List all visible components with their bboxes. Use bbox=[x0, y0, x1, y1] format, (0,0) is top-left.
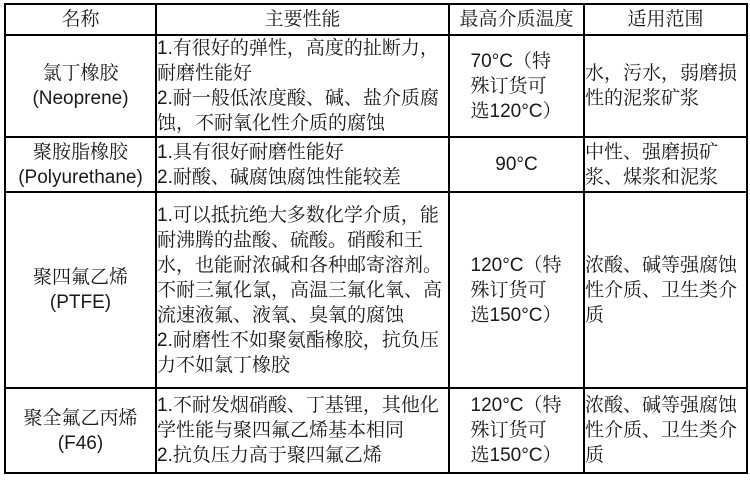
performance-item: 1.有很好的弹性，高度的扯断力，耐磨性能好 bbox=[157, 38, 439, 84]
header-applicable-range: 适用范围 bbox=[584, 4, 747, 35]
application-cell bbox=[584, 388, 747, 473]
material-name-cell bbox=[5, 192, 156, 388]
performance-item: 2.耐一般低浓度酸、碱、盐介质腐蚀，不耐氧化性介质的腐蚀 bbox=[157, 88, 439, 134]
application-cell bbox=[584, 137, 747, 192]
material-name-en: (F46) bbox=[57, 432, 104, 454]
performance-cell bbox=[156, 388, 449, 473]
material-name-cell bbox=[5, 35, 156, 137]
material-name-cn: 氯丁橡胶 bbox=[42, 63, 119, 84]
material-name-cn: 聚四氟乙烯 bbox=[32, 267, 128, 288]
application-cell bbox=[584, 192, 747, 388]
table-row bbox=[5, 388, 747, 473]
application-cell bbox=[584, 35, 747, 137]
material-name-en: (PTFE) bbox=[49, 292, 112, 313]
material-name-en: (Neoprene) bbox=[32, 88, 129, 109]
material-name-cell bbox=[5, 388, 156, 473]
performance-item: 1.不耐发烟硝酸、丁基锂，其他化学性能与聚四氟乙烯基本相同 bbox=[157, 395, 439, 441]
performance-item: 2.耐磨性不如聚氨酯橡胶，抗负压力不如氯丁橡胶 bbox=[157, 329, 439, 376]
material-name-cn: 聚胺脂橡胶 bbox=[32, 141, 128, 163]
application-value: 水，污水，弱磨损性的泥浆矿浆 bbox=[585, 63, 738, 109]
max-temperature-cell bbox=[449, 388, 584, 473]
max-temperature-cell bbox=[449, 192, 584, 388]
max-temperature-cell bbox=[449, 35, 584, 137]
performance-item: 1.具有很好耐磨性能好 bbox=[157, 141, 344, 163]
performance-item: 2.耐酸、碱腐蚀腐蚀性能较差 bbox=[157, 166, 401, 188]
material-name-en: (Polyurethane) bbox=[18, 166, 143, 188]
material-name-cell bbox=[5, 137, 156, 192]
performance-cell bbox=[156, 137, 449, 192]
performance-item: 1.可以抵抗绝大多数化学介质，能耐沸腾的盐酸、硫酸。硝酸和王水，也能耐浓碱和各种邮寄溶剂。不耐三氟化氯，高温三氟化氧、高流速液氟、液氧、臭氧的腐蚀 bbox=[157, 204, 443, 326]
application-value: 浓酸、碱等强腐蚀性介质、卫生类介质 bbox=[585, 254, 738, 326]
header-main-performance: 主要性能 bbox=[156, 4, 449, 35]
material-name-cn: 聚全氟乙丙烯 bbox=[23, 407, 138, 429]
application-value: 中性、强磨损矿浆、煤浆和泥浆 bbox=[585, 141, 719, 188]
performance-cell bbox=[156, 192, 449, 388]
max-temperature-cell bbox=[449, 137, 584, 192]
table-header-row bbox=[5, 4, 747, 35]
performance-cell bbox=[156, 35, 449, 137]
max-temperature-value: 70°C（特殊订货可选120°C） bbox=[470, 50, 562, 122]
header-material-name: 名称 bbox=[5, 4, 156, 35]
table-row bbox=[5, 35, 747, 137]
table-row bbox=[5, 137, 747, 192]
lining-material-table bbox=[4, 3, 748, 474]
max-temperature-value: 90°C bbox=[495, 154, 538, 176]
performance-item: 2.抗负压力高于聚四氟乙烯 bbox=[157, 445, 382, 466]
header-max-medium-temperature: 最高介质温度 bbox=[449, 4, 584, 35]
table-row bbox=[5, 192, 747, 388]
max-temperature-value: 120°C（特殊订货可选150°C） bbox=[470, 395, 562, 466]
application-value: 浓酸、碱等强腐蚀性介质、卫生类介质 bbox=[585, 395, 738, 466]
max-temperature-value: 120°C（特殊订货可选150°C） bbox=[470, 254, 562, 326]
